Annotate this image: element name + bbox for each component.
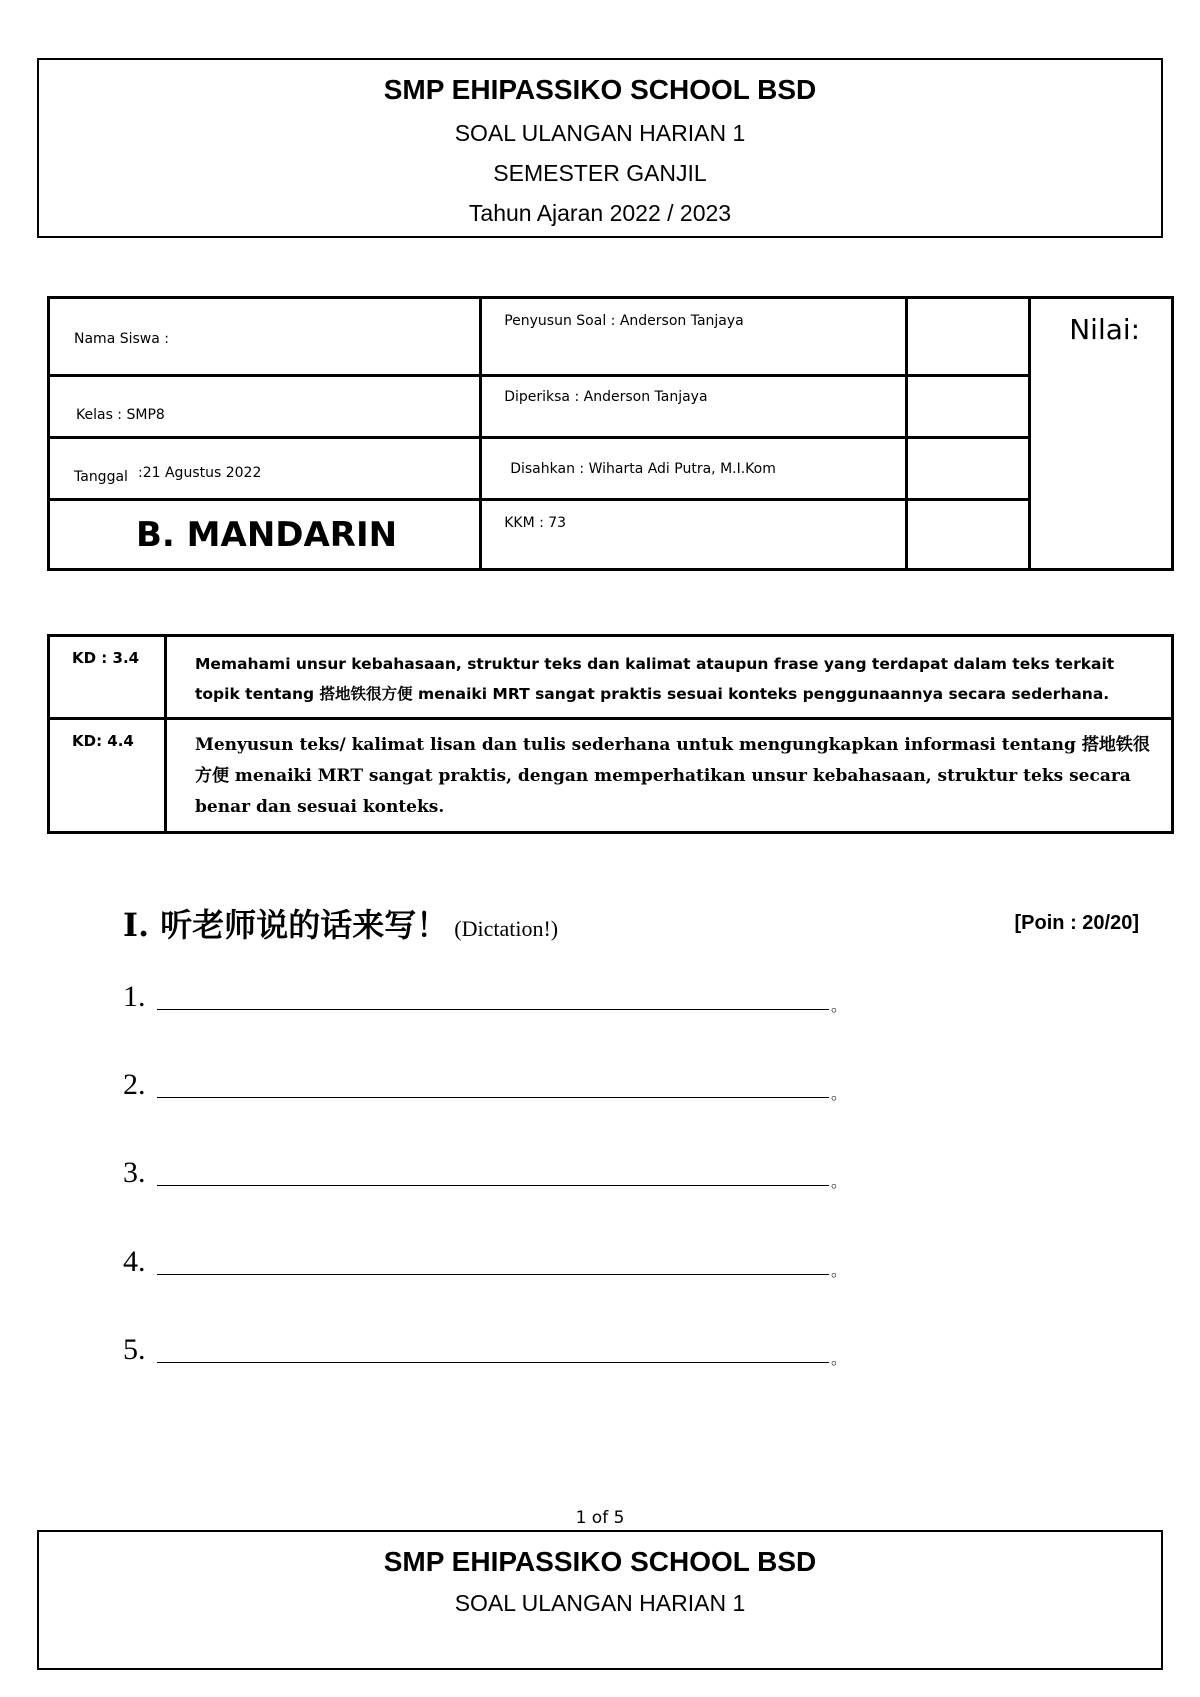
- kkm-cell: [481, 500, 907, 570]
- kd-label: KD: 4.4: [72, 732, 134, 750]
- period-mark: 。: [831, 1263, 848, 1280]
- kd-text-after: menaiki MRT sangat praktis, dengan memperhatikan unsur kebahasaan, struktur teks secara benar dan sesuai konteks.: [195, 766, 1131, 817]
- item-number: 1.: [123, 980, 146, 1013]
- student-name-cell[interactable]: [49, 298, 481, 376]
- author-label: Penyusun Soal : Anderson Tanjaya: [504, 313, 744, 329]
- student-name-label: Nama Siswa :: [74, 331, 169, 347]
- page-footer: [37, 1530, 1163, 1670]
- dictation-item: [123, 1243, 848, 1283]
- section-note: (Dictation!): [454, 916, 559, 941]
- score-cell[interactable]: [1030, 298, 1173, 570]
- item-number: 3.: [123, 1156, 146, 1189]
- kd-label-cell: [49, 719, 166, 833]
- kd-description: [167, 637, 1171, 717]
- subject-cell: [49, 500, 481, 570]
- item-number: 2.: [123, 1068, 146, 1101]
- competency-table: [47, 634, 1174, 834]
- approver-label: Disahkan : Wiharta Adi Putra, M.I.Kom: [510, 461, 776, 477]
- answer-blank[interactable]: [157, 1009, 829, 1010]
- school-name: SMP EHIPASSIKO SCHOOL BSD: [383, 74, 817, 105]
- reviewer-cell: [481, 376, 907, 438]
- date-value: :21 Agustus 2022: [138, 465, 262, 481]
- kd-label: KD : 3.4: [72, 649, 140, 667]
- section-heading: [123, 900, 1143, 950]
- kd-chinese-topic: 搭地铁很方便: [319, 685, 413, 703]
- answer-blank[interactable]: [157, 1362, 829, 1363]
- signature-cell-2: [907, 376, 1030, 438]
- signature-cell-4: [907, 500, 1030, 570]
- item-number: 4.: [123, 1245, 146, 1278]
- period-mark: 。: [831, 998, 848, 1015]
- period-mark: 。: [831, 1174, 848, 1191]
- answer-blank[interactable]: [157, 1185, 829, 1186]
- kd-text-cell: [166, 636, 1173, 719]
- kd-text-before: Menyusun teks/ kalimat lisan dan tulis sederhana untuk mengungkapkan informasi tentang: [195, 735, 1082, 755]
- kd-text-cell: [166, 719, 1173, 833]
- exam-title: SOAL ULANGAN HARIAN 1: [454, 120, 746, 146]
- kd-text-after: menaiki MRT sangat praktis sesuai konteks penggunaannya secara sederhana.: [412, 685, 1110, 703]
- period-mark: 。: [831, 1086, 848, 1103]
- academic-year: Tahun Ajaran 2022 / 2023: [468, 200, 732, 226]
- class-cell: [49, 376, 481, 438]
- signature-cell-3: [907, 438, 1030, 500]
- date-label: Tanggal: [74, 469, 128, 485]
- reviewer-label: Diperiksa : Anderson Tanjaya: [504, 389, 708, 405]
- exam-header: [37, 58, 1163, 238]
- subject-title: B. MANDARIN: [136, 515, 398, 555]
- score-label: Nilai:: [1069, 313, 1141, 346]
- page-number: 1 of 5: [575, 1508, 625, 1528]
- signature-cell-1: [907, 298, 1030, 376]
- kd-text-before: Memahami unsur kebahasaan, struktur teks dan kalimat ataupun frase yang terdapat dalam teks terkait topik tentang: [195, 655, 1115, 703]
- student-info-table: [47, 296, 1174, 571]
- item-number: 5.: [123, 1333, 146, 1366]
- dictation-item: [123, 978, 848, 1018]
- author-cell: [481, 298, 907, 376]
- period-mark: 。: [831, 1351, 848, 1368]
- kkm-label: KKM : 73: [504, 515, 567, 531]
- date-cell: [49, 438, 481, 500]
- kd-chinese-topic: 搭地铁很方便: [195, 735, 1150, 786]
- answer-blank[interactable]: [157, 1097, 829, 1098]
- dictation-item: [123, 1154, 848, 1194]
- school-name: SMP EHIPASSIKO SCHOOL BSD: [383, 1546, 817, 1577]
- section-points: [Poin : 20/20]: [1014, 912, 1139, 934]
- dictation-item: [123, 1331, 848, 1371]
- answer-blank[interactable]: [157, 1274, 829, 1275]
- class-label: Kelas : SMP8: [76, 407, 165, 423]
- dictation-item: [123, 1066, 848, 1106]
- semester-label: SEMESTER GANJIL: [493, 160, 707, 186]
- section-title: I. 听老师说的话来写！: [123, 906, 449, 944]
- approver-cell: [481, 438, 907, 500]
- kd-description: [167, 720, 1171, 829]
- kd-label-cell: [49, 636, 166, 719]
- exam-title: SOAL ULANGAN HARIAN 1: [454, 1590, 746, 1616]
